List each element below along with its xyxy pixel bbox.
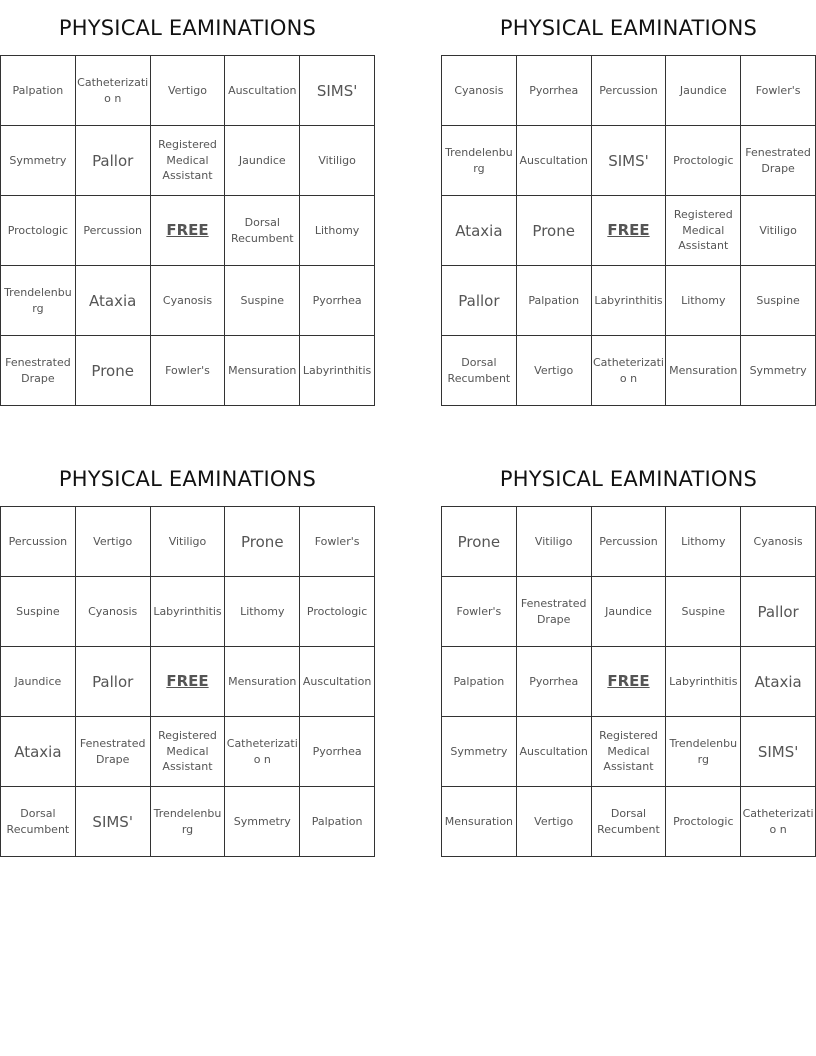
bingo-cell (300, 266, 375, 336)
free-space-cell (151, 647, 226, 717)
card-title: PHYSICAL EAMINATIONS (58, 16, 317, 40)
bingo-cell (666, 336, 741, 406)
bingo-cell-label: Auscultation (302, 674, 372, 688)
bingo-cell-label: Trendelenburg (153, 807, 222, 836)
bingo-cell-label: Catheterizatio n (592, 356, 664, 385)
bingo-cell (225, 577, 300, 647)
bingo-cell-label: SIMS' (316, 81, 358, 100)
bingo-cell-label: Dorsal Recumbent (230, 216, 294, 245)
card-title: PHYSICAL EAMINATIONS (499, 16, 758, 40)
bingo-card-3 (0, 451, 375, 857)
bingo-cell-label: Palpation (453, 674, 505, 688)
bingo-cell (1, 577, 76, 647)
bingo-cell (76, 787, 151, 857)
bingo-cell (442, 126, 517, 196)
bingo-cell-label: Cyanosis (454, 83, 504, 97)
bingo-cell (666, 577, 741, 647)
bingo-cell-label: Fowler's (314, 534, 360, 548)
bingo-cell (517, 647, 592, 717)
bingo-cell (592, 56, 667, 126)
bingo-cell-label: SIMS' (608, 151, 649, 170)
free-space-cell (151, 196, 226, 266)
bingo-cell (151, 717, 226, 787)
bingo-cell-label: Vertigo (93, 534, 133, 548)
bingo-cell-label: Dorsal Recumbent (597, 807, 660, 836)
bingo-cell (225, 647, 300, 717)
bingo-cell (592, 507, 667, 577)
bingo-cell (592, 266, 667, 336)
bingo-cell-label: Suspine (756, 293, 800, 307)
bingo-cell-label: Catheterizatio n (77, 76, 149, 105)
bingo-cell (442, 787, 517, 857)
bingo-cell-label: FREE (607, 220, 650, 239)
bingo-cell (741, 787, 816, 857)
bingo-cell (442, 717, 517, 787)
bingo-cell (76, 507, 151, 577)
bingo-cell-label: Ataxia (14, 742, 62, 761)
bingo-cell (666, 647, 741, 717)
bingo-cell (76, 266, 151, 336)
bingo-cell (225, 196, 300, 266)
bingo-cell-label: Vitiligo (759, 223, 797, 237)
bingo-cell (442, 577, 517, 647)
bingo-cell-label: Prone (532, 221, 575, 240)
bingo-cell-label: FREE (166, 220, 209, 239)
bingo-cell-label: Proctologic (7, 223, 69, 237)
bingo-cell-label: Vertigo (534, 814, 574, 828)
bingo-cell-label: Percussion (599, 534, 658, 548)
bingo-cell-label: Pallor (458, 291, 500, 310)
bingo-cell (517, 717, 592, 787)
bingo-cell-label: Auscultation (519, 153, 588, 167)
bingo-cell-label: Vitiligo (534, 534, 573, 548)
bingo-cell (517, 787, 592, 857)
bingo-cell-label: Symmetry (450, 744, 508, 758)
bingo-cell (1, 266, 76, 336)
bingo-cell (1, 336, 76, 406)
bingo-cell (151, 56, 226, 126)
bingo-cell-label: Jaundice (14, 674, 62, 688)
bingo-cell-label: Registered Medical Assistant (673, 208, 733, 253)
bingo-cell (442, 266, 517, 336)
bingo-cell (442, 56, 517, 126)
bingo-cell-label: SIMS' (757, 742, 799, 761)
bingo-card-4 (441, 451, 816, 857)
bingo-cell (300, 336, 375, 406)
bingo-cell (741, 507, 816, 577)
bingo-cell-label: Proctologic (306, 604, 368, 618)
bingo-cell (442, 647, 517, 717)
bingo-cell-label: Trendelenburg (669, 737, 738, 766)
bingo-cell (151, 266, 226, 336)
bingo-cell (151, 126, 226, 196)
bingo-cell-label: Jaundice (605, 604, 652, 618)
bingo-cell (76, 717, 151, 787)
bingo-cell (1, 717, 76, 787)
bingo-cell (76, 647, 151, 717)
bingo-cell-label: Suspine (681, 604, 726, 618)
bingo-cell (592, 126, 667, 196)
bingo-grid (0, 55, 375, 406)
bingo-cell-label: SIMS' (92, 812, 133, 831)
bingo-cell-label: Percussion (599, 83, 658, 97)
bingo-cell-label: Pallor (92, 672, 134, 691)
bingo-cell (225, 126, 300, 196)
bingo-cell-label: Fowler's (456, 604, 502, 618)
bingo-cell-label: Pyorrhea (529, 674, 579, 688)
bingo-cell-label: Pyorrhea (529, 83, 579, 97)
bingo-cell-label: Prone (91, 361, 134, 380)
bingo-cell-label: Pyorrhea (312, 744, 362, 758)
bingo-cell-label: Palpation (528, 293, 580, 307)
bingo-cell-label: Vitiligo (318, 153, 356, 167)
bingo-cell-label: Pyorrhea (312, 293, 362, 307)
bingo-cell-label: Trendelenburg (445, 146, 513, 175)
bingo-cell (151, 507, 226, 577)
bingo-cell (151, 577, 226, 647)
bingo-cell (592, 577, 667, 647)
bingo-card-2 (441, 0, 816, 406)
bingo-cell-label: Catheterizatio n (742, 807, 814, 836)
bingo-cell (225, 507, 300, 577)
bingo-cell-label: Labyrinthitis (153, 604, 222, 618)
bingo-cell-label: Pallor (92, 151, 134, 170)
bingo-cell-label: FREE (607, 671, 650, 690)
bingo-cell-label: Lithomy (681, 534, 726, 548)
bingo-cell-label: Trendelenburg (4, 286, 72, 315)
bingo-cell (1, 507, 76, 577)
bingo-cell-label: Labyrinthitis (302, 363, 372, 377)
bingo-cell (300, 507, 375, 577)
bingo-cell-label: Ataxia (89, 291, 137, 310)
bingo-cell (300, 577, 375, 647)
bingo-cell-label: Mensuration (228, 363, 297, 377)
bingo-cell-label: Symmetry (9, 153, 67, 167)
bingo-cell (517, 126, 592, 196)
bingo-cell (666, 787, 741, 857)
bingo-cell-label: Jaundice (238, 153, 286, 167)
bingo-cell-label: Prone (457, 532, 501, 551)
bingo-cell (300, 196, 375, 266)
bingo-cell-label: Suspine (16, 604, 60, 618)
bingo-cell-label: Fowler's (755, 83, 801, 97)
bingo-cell (517, 507, 592, 577)
bingo-cell-label: Jaundice (679, 83, 727, 97)
bingo-cell-label: Fenestrated Drape (520, 597, 587, 626)
bingo-cell (666, 717, 741, 787)
bingo-cell-label: Vitiligo (168, 534, 207, 548)
card-title: PHYSICAL EAMINATIONS (58, 467, 317, 491)
bingo-cell (442, 196, 517, 266)
bingo-cell (741, 717, 816, 787)
bingo-cell-label: Ataxia (754, 672, 802, 691)
bingo-cell-label: Vertigo (534, 363, 574, 377)
bingo-cell (592, 787, 667, 857)
bingo-card-1 (0, 0, 375, 406)
bingo-cell-label: Suspine (240, 293, 285, 307)
bingo-cell (225, 717, 300, 787)
bingo-cell-label: Symmetry (233, 814, 291, 828)
bingo-cell (76, 196, 151, 266)
bingo-grid (441, 55, 816, 406)
bingo-cell (225, 266, 300, 336)
bingo-cell (300, 56, 375, 126)
bingo-cell-label: Registered Medical Assistant (158, 729, 217, 774)
bingo-cell (517, 196, 592, 266)
card-title: PHYSICAL EAMINATIONS (499, 467, 758, 491)
bingo-cell-label: Prone (241, 532, 284, 551)
bingo-cell (666, 196, 741, 266)
bingo-cell (517, 56, 592, 126)
bingo-cell (592, 717, 667, 787)
bingo-cell-label: Registered Medical Assistant (158, 138, 217, 183)
bingo-cell (300, 787, 375, 857)
bingo-cell-label: Mensuration (444, 814, 514, 828)
bingo-cell (741, 647, 816, 717)
bingo-grid (441, 506, 816, 857)
bingo-cell-label: Auscultation (228, 83, 297, 97)
bingo-cell-label: Cyanosis (162, 293, 213, 307)
bingo-cell-label: Vertigo (167, 83, 208, 97)
bingo-cell (1, 56, 76, 126)
bingo-cell-label: Auscultation (519, 744, 588, 758)
bingo-cell-label: Registered Medical Assistant (599, 729, 658, 774)
bingo-cell-label: Fowler's (165, 363, 210, 377)
bingo-cell (300, 647, 375, 717)
bingo-cell (517, 266, 592, 336)
bingo-cell (666, 56, 741, 126)
bingo-cell (1, 647, 76, 717)
bingo-cell (1, 126, 76, 196)
bingo-cell-label: Percussion (83, 223, 142, 237)
bingo-cell (442, 507, 517, 577)
bingo-cell (1, 196, 76, 266)
bingo-cell (741, 196, 816, 266)
bingo-cell (666, 507, 741, 577)
bingo-cell-label: Symmetry (749, 363, 807, 377)
bingo-cell (592, 336, 667, 406)
bingo-cell (741, 266, 816, 336)
free-space-cell (592, 196, 667, 266)
bingo-cell (300, 717, 375, 787)
bingo-cell-label: Fenestrated Drape (79, 737, 146, 766)
bingo-cell (517, 577, 592, 647)
bingo-cell-label: Lithomy (681, 293, 726, 307)
bingo-cell (76, 336, 151, 406)
bingo-cell (225, 787, 300, 857)
bingo-cell-label: Lithomy (314, 223, 360, 237)
bingo-cell (76, 56, 151, 126)
bingo-cell-label: Ataxia (455, 221, 503, 240)
bingo-cell-label: Mensuration (228, 674, 297, 688)
bingo-cell (225, 56, 300, 126)
bingo-cell-label: Palpation (12, 83, 64, 97)
bingo-cell (517, 336, 592, 406)
bingo-cell-label: Palpation (311, 814, 363, 828)
bingo-cell-label: Labyrinthitis (669, 674, 738, 688)
bingo-cell-label: Cyanosis (753, 534, 803, 548)
bingo-grid (0, 506, 375, 857)
bingo-cell (741, 126, 816, 196)
bingo-cell-label: Fenestrated Drape (5, 356, 71, 385)
bingo-cell (666, 266, 741, 336)
bingo-cell-label: Labyrinthitis (594, 293, 663, 307)
bingo-cell (151, 787, 226, 857)
bingo-cell-label: Percussion (8, 534, 68, 548)
bingo-cell-label: Dorsal Recumbent (447, 356, 511, 385)
bingo-cell (666, 126, 741, 196)
bingo-cell (76, 577, 151, 647)
bingo-cell-label: Dorsal Recumbent (6, 807, 70, 836)
bingo-cell (225, 336, 300, 406)
bingo-cell (76, 126, 151, 196)
bingo-cell-label: Lithomy (240, 604, 285, 618)
bingo-cell (300, 126, 375, 196)
bingo-cell-label: Cyanosis (88, 604, 138, 618)
bingo-cell (1, 787, 76, 857)
bingo-cell (741, 577, 816, 647)
bingo-cell (741, 56, 816, 126)
bingo-cell-label: FREE (166, 671, 209, 690)
bingo-cell (442, 336, 517, 406)
bingo-cell-label: Proctologic (673, 814, 734, 828)
bingo-cell (741, 336, 816, 406)
bingo-cell-label: Mensuration (669, 363, 738, 377)
bingo-cell-label: Fenestrated Drape (745, 146, 811, 175)
bingo-cell-label: Pallor (757, 602, 799, 621)
free-space-cell (592, 647, 667, 717)
bingo-cell-label: Catheterizatio n (226, 737, 298, 766)
bingo-cell (151, 336, 226, 406)
bingo-cell-label: Proctologic (673, 153, 734, 167)
